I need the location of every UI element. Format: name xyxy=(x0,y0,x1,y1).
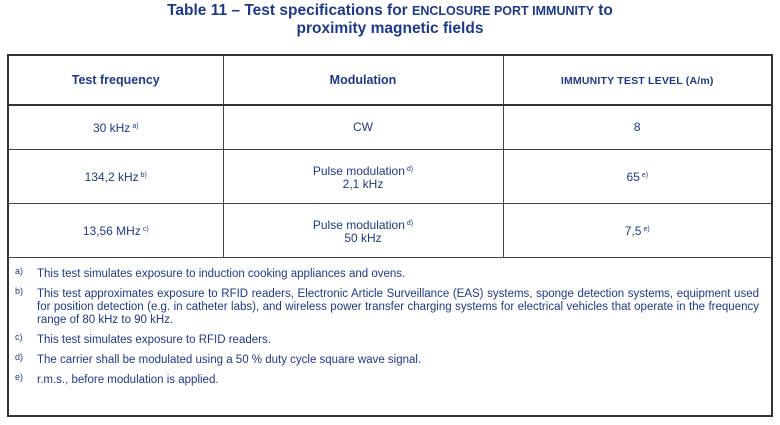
level-cell: 7,5 $^{e)}$ xyxy=(503,204,772,258)
frequency-cell: 134,2 kHz $^{b)}$ xyxy=(8,150,223,204)
title-line-2: proximity magnetic fields xyxy=(296,20,484,37)
specifications-table xyxy=(7,54,773,417)
modulation-cell: Pulse modulation $^{d)}$ 50 kHz xyxy=(223,204,503,258)
table-title xyxy=(0,2,780,38)
header-immunity-level: IMMUNITY TEST LEVEL (A/m) xyxy=(503,55,772,105)
notes-row xyxy=(8,258,772,417)
level-cell: 8 xyxy=(503,105,772,150)
table-row xyxy=(8,150,772,204)
note-c: c) This test simulates exposure to RFID readers. xyxy=(15,332,271,346)
table-row xyxy=(8,204,772,258)
modulation-cell: Pulse modulation $^{d)}$ 2,1 kHz xyxy=(223,150,503,204)
frequency-cell: 30 kHz $^{a)}$ xyxy=(8,105,223,150)
note-b: b) This test approximates exposure to RFID readers, Electronic Article Surveillance (EAS) systems, sponge detection systems, equipment used for position detection (e.g. in catheter labs), and wireless power transfer charging systems for electrical vehicles that operate in the frequency range of 80 kHz to 90 kHz. xyxy=(15,286,759,326)
note-d: d) The carrier shall be modulated using a 50 % duty cycle square wave signal. xyxy=(15,352,422,366)
header-test-frequency: Test frequency xyxy=(8,55,223,105)
level-cell: 65 $^{e)}$ xyxy=(503,150,772,204)
table-row xyxy=(8,105,772,150)
modulation-cell: CW xyxy=(223,105,503,150)
title-line-1: Table 11 – Test specifications for ENCLOSURE PORT IMMUNITY to xyxy=(167,2,613,19)
note-e: e) r.m.s., before modulation is applied. xyxy=(15,372,219,386)
frequency-cell: 13,56 MHz $^{c)}$ xyxy=(8,204,223,258)
note-a: a) This test simulates exposure to induction cooking appliances and ovens. xyxy=(15,266,406,280)
header-row xyxy=(8,55,772,105)
header-modulation: Modulation xyxy=(223,55,503,105)
table-notes xyxy=(8,258,772,417)
title-caps: ENCLOSURE PORT IMMUNITY xyxy=(412,4,594,18)
